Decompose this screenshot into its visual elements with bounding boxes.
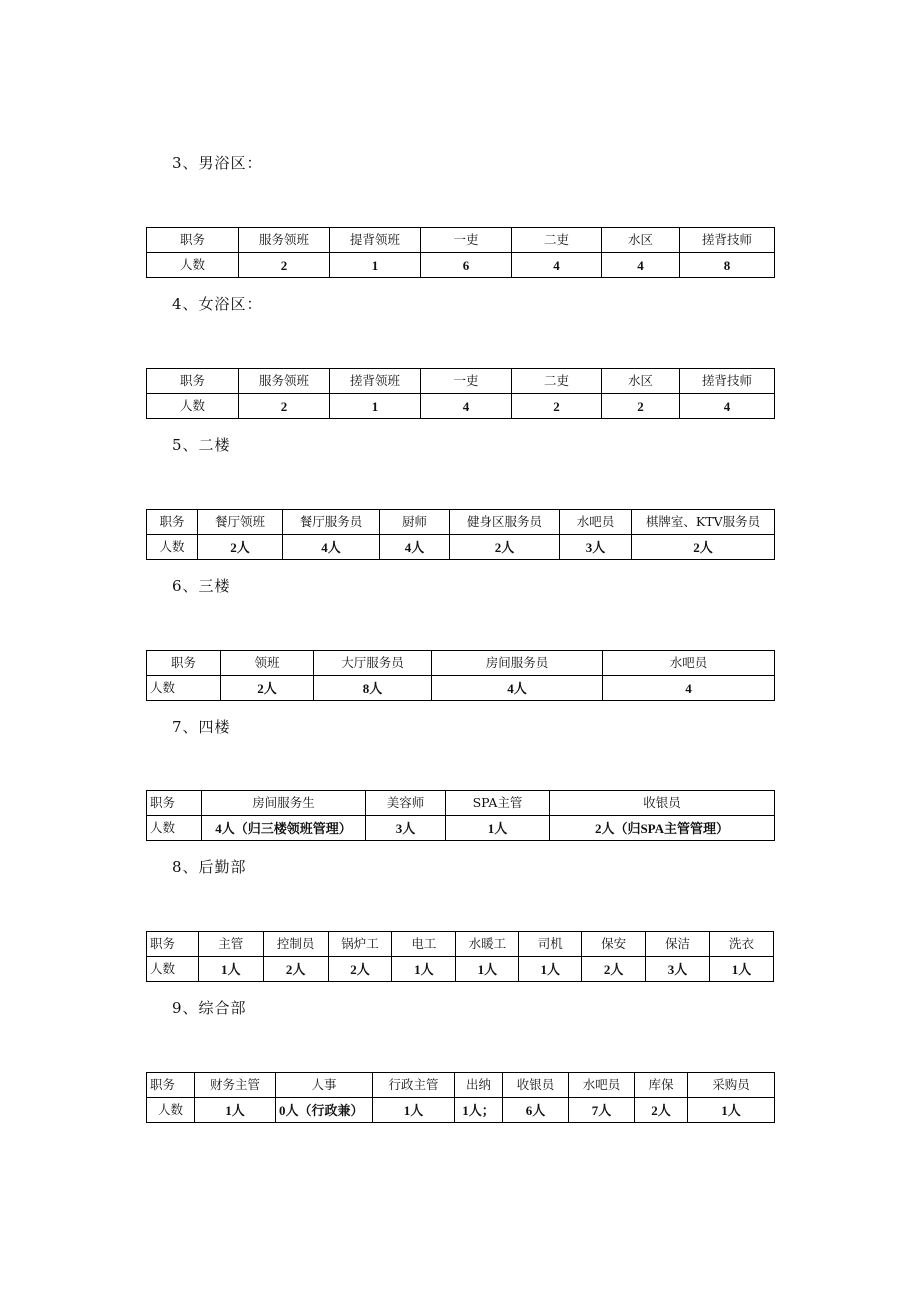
header-cell: 行政主管: [373, 1073, 455, 1098]
count-cell: 4人: [380, 535, 450, 560]
count-cell: 0人（行政兼）: [276, 1098, 373, 1123]
header-cell: 水吧员: [603, 651, 775, 676]
header-cell: 二吏: [512, 228, 602, 253]
count-cell: 4: [512, 253, 602, 278]
count-cell: 4: [602, 253, 680, 278]
header-cell: 一吏: [421, 228, 512, 253]
row-label-cell: 人数: [147, 676, 221, 701]
count-cell: 2人: [198, 535, 283, 560]
header-cell: 锅炉工: [328, 932, 392, 957]
staff-table-men-bath: [146, 227, 775, 278]
section-heading-fourth-floor: 7、四楼: [172, 718, 231, 736]
count-cell: 2: [239, 394, 330, 419]
header-cell: 房间服务生: [202, 791, 366, 816]
header-cell: 房间服务员: [432, 651, 603, 676]
header-cell: 餐厅领班: [198, 510, 283, 535]
header-cell: 领班: [221, 651, 314, 676]
table-count-row: [147, 816, 775, 841]
header-cell: 餐厅服务员: [283, 510, 380, 535]
header-cell: 一吏: [421, 369, 512, 394]
header-cell: 职务: [147, 1073, 195, 1098]
header-cell: 职务: [147, 791, 202, 816]
table-header-row: [147, 932, 774, 957]
count-cell: 4人（归三楼领班管理）: [202, 816, 366, 841]
section-heading-men-bath: 3、男浴区：: [172, 154, 263, 172]
header-cell: 搓背技师: [680, 228, 775, 253]
table-count-row: [147, 253, 775, 278]
count-cell: 2人（归SPA主管管理）: [550, 816, 775, 841]
header-cell: 提背领班: [330, 228, 421, 253]
count-cell: 4: [680, 394, 775, 419]
header-cell: 电工: [392, 932, 456, 957]
table-header-row: [147, 651, 775, 676]
header-cell: 搓背技师: [680, 369, 775, 394]
header-cell: 水吧员: [560, 510, 632, 535]
row-label-cell: 人数: [147, 535, 198, 560]
count-cell: 4人: [432, 676, 603, 701]
staff-table-general-dept: [146, 1072, 775, 1123]
count-cell: 2人: [263, 957, 328, 982]
header-cell: 二吏: [512, 369, 602, 394]
header-cell: 水区: [602, 228, 680, 253]
header-cell: 职务: [147, 932, 199, 957]
count-cell: 2人: [582, 957, 646, 982]
section-heading-women-bath: 4、女浴区：: [172, 295, 263, 313]
count-cell: 1人: [456, 957, 519, 982]
count-cell: 1人: [519, 957, 582, 982]
count-cell: 1: [330, 253, 421, 278]
header-cell: 收银员: [550, 791, 775, 816]
table-header-row: [147, 510, 775, 535]
count-cell: 1人: [446, 816, 550, 841]
header-cell: 库保: [635, 1073, 688, 1098]
count-cell: 2人: [450, 535, 560, 560]
table-count-row: [147, 535, 775, 560]
count-cell: 1人: [709, 957, 773, 982]
header-cell: 棋牌室、KTV服务员: [632, 510, 775, 535]
staff-table-third-floor: [146, 650, 775, 701]
header-cell: 水暖工: [456, 932, 519, 957]
count-cell: 6: [421, 253, 512, 278]
count-cell: 8: [680, 253, 775, 278]
header-cell: 收银员: [503, 1073, 569, 1098]
header-cell: 司机: [519, 932, 582, 957]
header-cell: 保安: [582, 932, 646, 957]
count-cell: 3人: [560, 535, 632, 560]
header-cell: 职务: [147, 651, 221, 676]
table-header-row: [147, 1073, 775, 1098]
count-cell: 1人: [688, 1098, 775, 1123]
staff-table-fourth-floor: [146, 790, 775, 841]
header-cell: 美容师: [366, 791, 446, 816]
table-count-row: [147, 1098, 775, 1123]
count-cell: 3人: [646, 957, 710, 982]
section-heading-general-dept: 9、综合部: [172, 999, 247, 1017]
count-cell: 2: [239, 253, 330, 278]
section-heading-second-floor: 5、二楼: [172, 436, 231, 454]
staff-table-women-bath: [146, 368, 775, 419]
header-cell: 水区: [602, 369, 680, 394]
section-heading-logistics: 8、后勤部: [172, 858, 247, 876]
table-header-row: [147, 791, 775, 816]
header-cell: 服务领班: [239, 228, 330, 253]
row-label-cell: 人数: [147, 1098, 195, 1123]
header-cell: 财务主管: [195, 1073, 276, 1098]
header-cell: 服务领班: [239, 369, 330, 394]
count-cell: 2: [602, 394, 680, 419]
staff-table-second-floor: [146, 509, 775, 560]
header-cell: 职务: [147, 228, 239, 253]
count-cell: 4: [603, 676, 775, 701]
row-label-cell: 人数: [147, 394, 239, 419]
count-cell: 7人: [569, 1098, 635, 1123]
count-cell: 2人: [632, 535, 775, 560]
row-label-cell: 人数: [147, 253, 239, 278]
count-cell: 2人: [221, 676, 314, 701]
count-cell: 2: [512, 394, 602, 419]
count-cell: 2人: [635, 1098, 688, 1123]
header-cell: 大厅服务员: [314, 651, 432, 676]
count-cell: 1人: [198, 957, 263, 982]
header-cell: 洗衣: [709, 932, 773, 957]
count-cell: 4人: [283, 535, 380, 560]
count-cell: 1人: [195, 1098, 276, 1123]
header-cell: 搓背领班: [330, 369, 421, 394]
staff-table-logistics: [146, 931, 774, 982]
table-header-row: [147, 369, 775, 394]
header-cell: 健身区服务员: [450, 510, 560, 535]
count-cell: 3人: [366, 816, 446, 841]
count-cell: 8人: [314, 676, 432, 701]
row-label-cell: 人数: [147, 957, 199, 982]
table-count-row: [147, 394, 775, 419]
table-header-row: [147, 228, 775, 253]
count-cell: 4: [421, 394, 512, 419]
header-cell: 控制员: [263, 932, 328, 957]
header-cell: SPA主管: [446, 791, 550, 816]
table-count-row: [147, 676, 775, 701]
header-cell: 职务: [147, 369, 239, 394]
header-cell: 采购员: [688, 1073, 775, 1098]
count-cell: 1: [330, 394, 421, 419]
header-cell: 厨师: [380, 510, 450, 535]
row-label-cell: 人数: [147, 816, 202, 841]
count-cell: 1人: [373, 1098, 455, 1123]
count-cell: 6人: [503, 1098, 569, 1123]
table-count-row: [147, 957, 774, 982]
count-cell: 1人: [392, 957, 456, 982]
header-cell: 职务: [147, 510, 198, 535]
header-cell: 人事: [276, 1073, 373, 1098]
section-heading-third-floor: 6、三楼: [172, 577, 231, 595]
header-cell: 主管: [198, 932, 263, 957]
header-cell: 保洁: [646, 932, 710, 957]
header-cell: 水吧员: [569, 1073, 635, 1098]
count-cell: 1人；: [455, 1098, 503, 1123]
count-cell: 2人: [328, 957, 392, 982]
header-cell: 出纳: [455, 1073, 503, 1098]
